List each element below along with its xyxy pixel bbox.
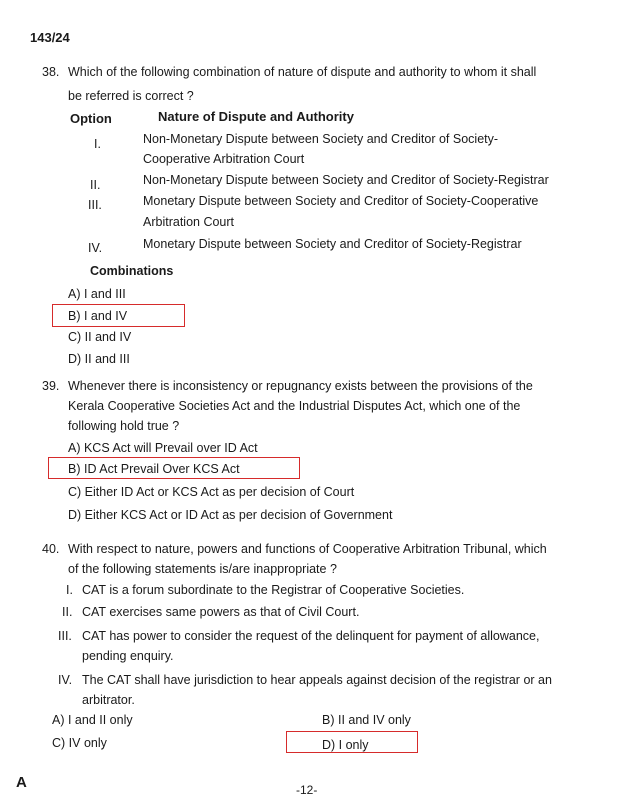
option-a: A) KCS Act will Prevail over ID Act [68,441,258,455]
statement-text: The CAT shall have jurisdiction to hear appeals against decision of the registrar or an [82,673,552,687]
question-text-line: Whenever there is inconsistency or repugnancy exists between the provisions of the [68,379,533,393]
row-roman: I. [94,137,101,151]
statement-roman: III. [58,629,72,643]
row-text: Monetary Dispute between Society and Creditor of Society-Registrar [143,237,522,251]
option-c: C) IV only [52,736,107,750]
column-header-nature: Nature of Dispute and Authority [158,109,354,124]
paper-code: 143/24 [30,30,70,45]
option-c: C) II and IV [68,330,132,344]
option-b: B) II and IV only [322,713,411,727]
answer-highlight-box [286,731,418,753]
question-text-line: of the following statements is/are inappropriate ? [68,562,337,576]
column-header-option: Option [70,111,112,126]
page-number: -12- [296,783,318,797]
option-a: A) I and II only [52,713,133,727]
statement-roman: IV. [58,673,73,687]
option-d: D) Either KCS Act or ID Act as per decision of Government [68,508,393,522]
question-text-line: following hold true ? [68,419,180,433]
question-text-line: With respect to nature, powers and functions of Cooperative Arbitration Tribunal, which [68,542,547,556]
row-text: Non-Monetary Dispute between Society and Creditor of Society-Registrar [143,173,549,187]
question-number: 40. [42,542,60,556]
question-text-line: Kerala Cooperative Societies Act and the Industrial Disputes Act, which one of the [68,399,521,413]
row-text: Cooperative Arbitration Court [143,152,305,166]
row-roman: II. [90,178,101,192]
answer-highlight-box [52,304,185,327]
statement-roman: I. [66,583,73,597]
option-d: D) I only [322,738,369,752]
row-text: Non-Monetary Dispute between Society and Creditor of Society- [143,132,499,146]
statement-text: CAT is a forum subordinate to the Registrar of Cooperative Societies. [82,583,465,597]
question-number: 39. [42,379,60,393]
statement-text: CAT exercises same powers as that of Civil Court. [82,605,360,619]
option-c: C) Either ID Act or KCS Act as per decision of Court [68,485,355,499]
statement-text: arbitrator. [82,693,135,707]
option-b: B) ID Act Prevail Over KCS Act [68,462,240,476]
option-a: A) I and III [68,287,126,301]
row-roman: III. [88,198,102,212]
statement-text: pending enquiry. [82,649,174,663]
row-roman: IV. [88,241,103,255]
row-text: Monetary Dispute between Society and Creditor of Society-Cooperative [143,194,539,208]
series-letter: A [16,774,27,791]
question-number: 38. [42,65,60,79]
question-text-line: Which of the following combination of nature of dispute and authority to whom it shall [68,65,537,79]
statement-roman: II. [62,605,73,619]
answer-highlight-box [48,457,300,479]
combinations-label: Combinations [90,264,174,278]
option-b: B) I and IV [68,309,128,323]
row-text: Arbitration Court [143,215,235,229]
option-d: D) II and III [68,352,130,366]
statement-text: CAT has power to consider the request of the delinquent for payment of allowance, [82,629,540,643]
question-text-line: be referred is correct ? [68,89,194,103]
